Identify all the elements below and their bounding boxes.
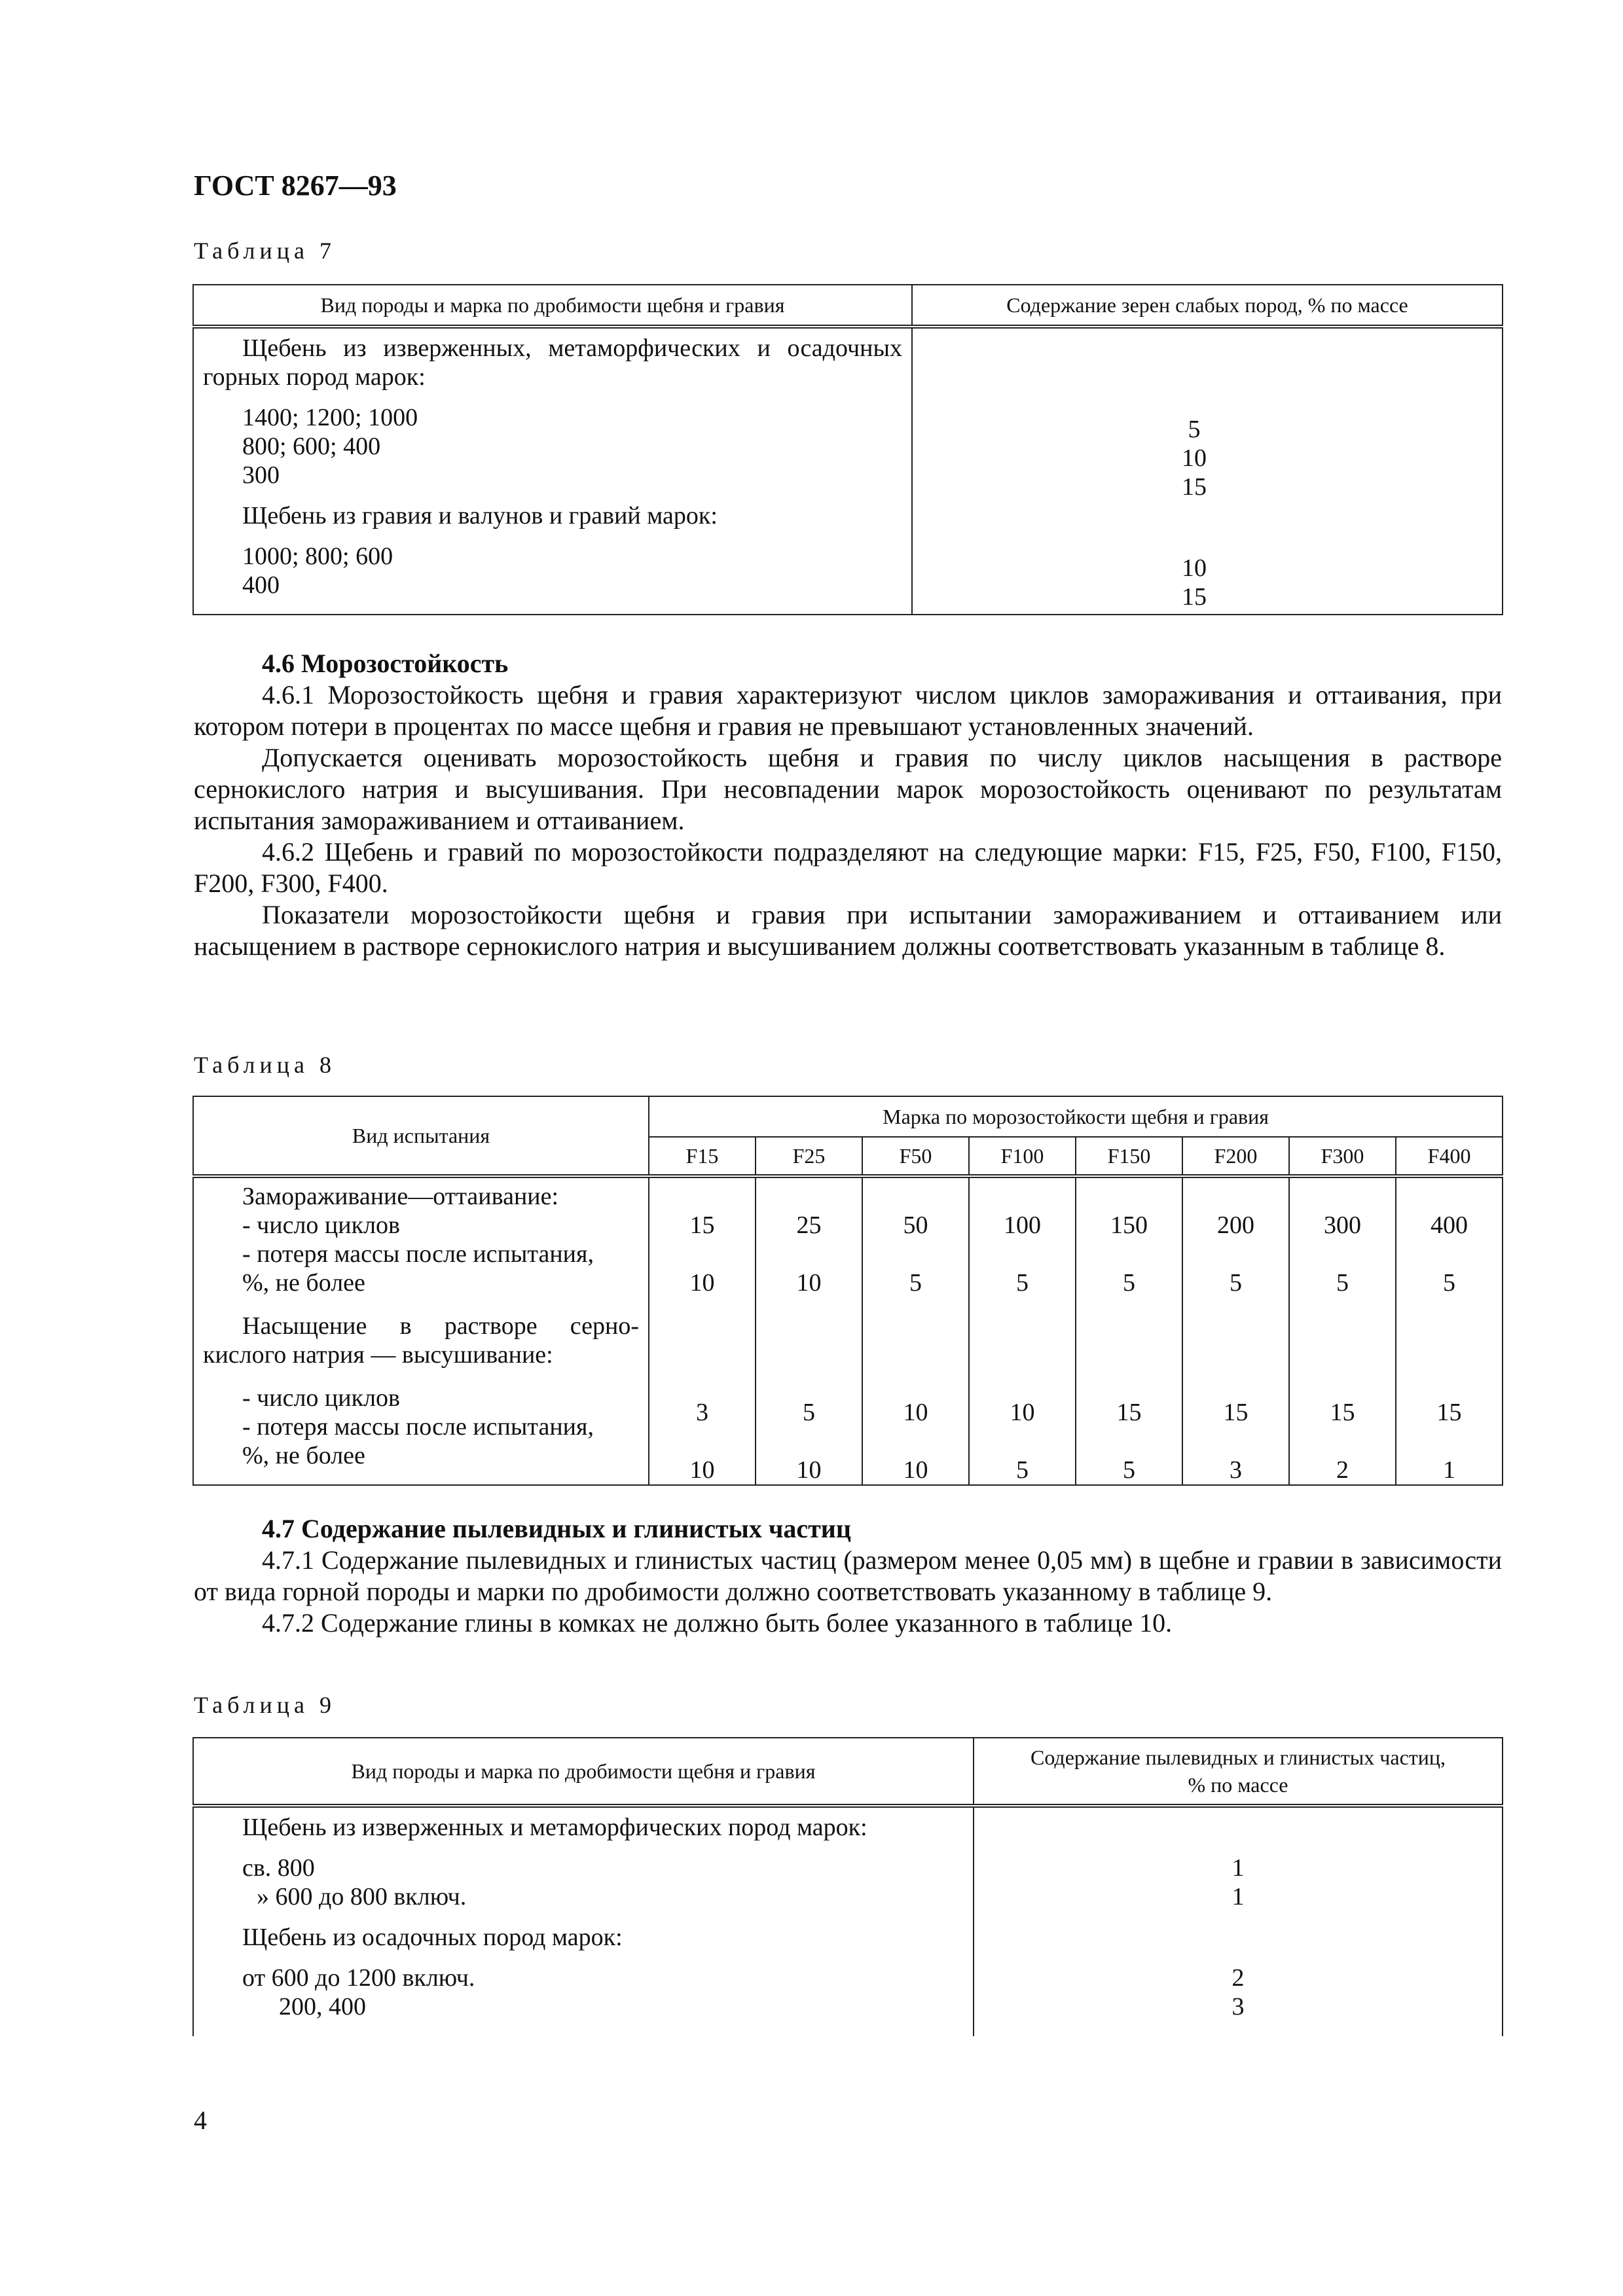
table8-test1-cycles-label: - число циклов [242,1211,400,1239]
paragraph: 4.6.1 Морозостойкость щебня и гравия характеризуют числом циклов замораживания и оттаивания, при котором потери в процентах по массе щебня и гравия не превышают установленных значений. [194,680,1502,741]
table-cell-value: 3 [696,1399,708,1426]
table-cell-value: 10 [1182,444,1207,472]
table-cell-value: 100 [1004,1211,1041,1239]
table9-group2-title: Щебень из осадочных пород марок: [242,1924,623,1951]
table-cell-value: 15 [689,1211,715,1239]
table7-group1-title: Щебень из изверженных, метаморфических и осадочных горных пород марок: [203,334,902,391]
section-4-7 [194,1513,1502,1639]
table-cell-value: 10 [1010,1399,1035,1426]
table8-grade-header: F100 [969,1137,1076,1176]
table-cell-value: 25 [796,1211,822,1239]
table-cell-value: 5 [1016,1269,1029,1297]
table-row-label: 1400; 1200; 1000 [242,404,418,431]
table-cell-value: 3 [1230,1456,1242,1484]
table-cell-value: 200 [1217,1211,1254,1239]
table7-col1-header: Вид породы и марка по дробимости щебня и гравия [193,285,912,327]
section-heading: 4.7 Содержание пылевидных и глинистых частиц [262,1514,851,1543]
table8-grade-header: F400 [1396,1137,1503,1176]
paragraph: Показатели морозостойкости щебня и гравия при испытании замораживанием и оттаиванием или насыщением в растворе сернокислого натрия и высушиванием должны соответствовать указанным в таблице 8. [194,900,1502,961]
table-cell-value: 5 [909,1269,922,1297]
table8-caption: Таблица 8 [194,1052,336,1078]
paragraph: 4.7.2 Содержание глины в комках не должно быть более указанного в таблице 10. [262,1608,1173,1638]
table-row-label: 200, 400 [279,1993,366,2020]
document-title: ГОСТ 8267—93 [194,170,397,202]
table-row-label: 1000; 800; 600 [242,543,393,570]
table-cell-value: 10 [903,1399,928,1426]
table-cell-value: 10 [903,1456,928,1484]
table-cell-value: 15 [1436,1399,1462,1426]
table8-grade-header: F15 [649,1137,756,1176]
section-heading: 4.6 Морозостойкость [262,649,509,678]
table-cell-value: 10 [796,1269,822,1297]
table-cell-value: 1 [1231,1854,1245,1882]
table9-col2-header [974,1738,1503,1806]
table-cell-value: 5 [1188,416,1201,443]
paragraph: 4.7.1 Содержание пылевидных и глинистых частиц (размером менее 0,05 мм) в щебне и гравии в зависимости от вида горной породы и марки по дробимости должно соответствовать указанному в таблице 9. [194,1545,1502,1606]
table8-grade-header: F200 [1182,1137,1289,1176]
table8-test1-loss-label: %, не более [242,1269,365,1297]
table-cell-value: 10 [689,1269,715,1297]
table-cell-value: 5 [1016,1456,1029,1484]
table-cell-value: 50 [903,1211,928,1239]
table-cell-value: 3 [1231,1993,1245,2020]
table9 [192,1737,1503,2036]
table-cell-value: 15 [1182,583,1207,611]
table7-caption: Таблица 7 [194,238,336,264]
table8-grade-header: F300 [1289,1137,1396,1176]
table-cell-value: 10 [1182,554,1207,582]
table-cell-value: 5 [1443,1269,1456,1297]
table-cell-value: 400 [1431,1211,1468,1239]
table-row-label: от 600 до 1200 включ. [242,1964,475,1992]
table7-group2-title: Щебень из гравия и валунов и гравий марок: [242,502,718,529]
table-cell-value: 5 [1123,1269,1135,1297]
table-cell-value: 15 [1223,1399,1249,1426]
table8-test1-title: Замораживание—оттаивание: [242,1183,559,1210]
table8-grade-header: F25 [756,1137,862,1176]
table9-col2-header-line: % по массе [1188,1773,1288,1797]
table-cell-value: 5 [803,1399,815,1426]
table8-grade-header: F50 [862,1137,969,1176]
table-cell-value: 5 [1230,1269,1242,1297]
table7 [192,284,1503,615]
table-cell-value: 5 [1336,1269,1349,1297]
table-cell-value: 1 [1231,1883,1245,1910]
table9-caption: Таблица 9 [194,1692,336,1718]
table-cell-value: 2 [1336,1456,1349,1484]
table-cell-value: 150 [1110,1211,1148,1239]
table7-col2-header: Содержание зерен слабых пород, % по массе [912,285,1503,327]
table-cell-value: 10 [689,1456,715,1484]
section-4-6 [194,648,1502,962]
table-row-label: 300 [242,461,280,489]
table9-col2-header-line: Содержание пылевидных и глинистых частиц, [1030,1746,1446,1769]
table8-test2-loss-label: - потеря массы после испытания, [242,1413,594,1441]
table9-group1-title: Щебень из изверженных и метаморфических пород марок: [242,1814,867,1841]
table8-grade-header: F150 [1076,1137,1182,1176]
table-cell-value: 10 [796,1456,822,1484]
table-cell-value: 2 [1231,1964,1245,1992]
table8: Вид испытания Марка по морозостойкости щебня и гравия F15 F25 F50 F100 F150 F200 F300 F400 Замораживание—оттаивание: - число циклов - потеря массы после испытания, %, не более Насыщение в растворе серно- кислого натрия — высушивание: - число циклов - потеря массы после испытания, %, не более 15 10 3 10 25 10 5 10 50 5 10 10 100 5 10 5 150 5 15 5 200 5 15 3 300 5 15 2 400 5 15 1 [192,1096,1503,1486]
table8-group-header: Марка по морозостойкости щебня и гравия [649,1096,1503,1137]
table-cell-value: 15 [1116,1399,1142,1426]
table-cell-value: 15 [1182,473,1207,501]
table-cell-value: 15 [1330,1399,1355,1426]
table-cell-value: 5 [1123,1456,1135,1484]
table-cell-value: 300 [1324,1211,1361,1239]
paragraph: 4.6.2 Щебень и гравий по морозостойкости подразделяют на следующие марки: F15, F25, F50, F100, F150, F200, F300, F400. [194,837,1502,898]
table8-col1-header: Вид испытания [193,1096,649,1176]
table-cell-value: 1 [1443,1456,1456,1484]
table-row-label: 800; 600; 400 [242,433,381,460]
table9-col1-header: Вид породы и марка по дробимости щебня и гравия [193,1738,974,1806]
table-row-label: 400 [242,571,280,599]
table8-test1-loss-label: - потеря массы после испытания, [242,1240,594,1268]
table8-test2-loss-label: %, не более [242,1442,365,1469]
table-row-label: св. 800 [242,1854,315,1882]
page-number: 4 [194,2106,207,2135]
table-row-label: » 600 до 800 включ. [257,1883,467,1910]
paragraph: Допускается оценивать морозостойкость щебня и гравия по числу циклов насыщения в растворе сернокислого натрия и высушивания. При несовпадении марок морозостойкость оценивают по результатам испытания замораживанием и оттаиванием. [194,743,1502,835]
table8-test2-cycles-label: - число циклов [242,1384,400,1412]
